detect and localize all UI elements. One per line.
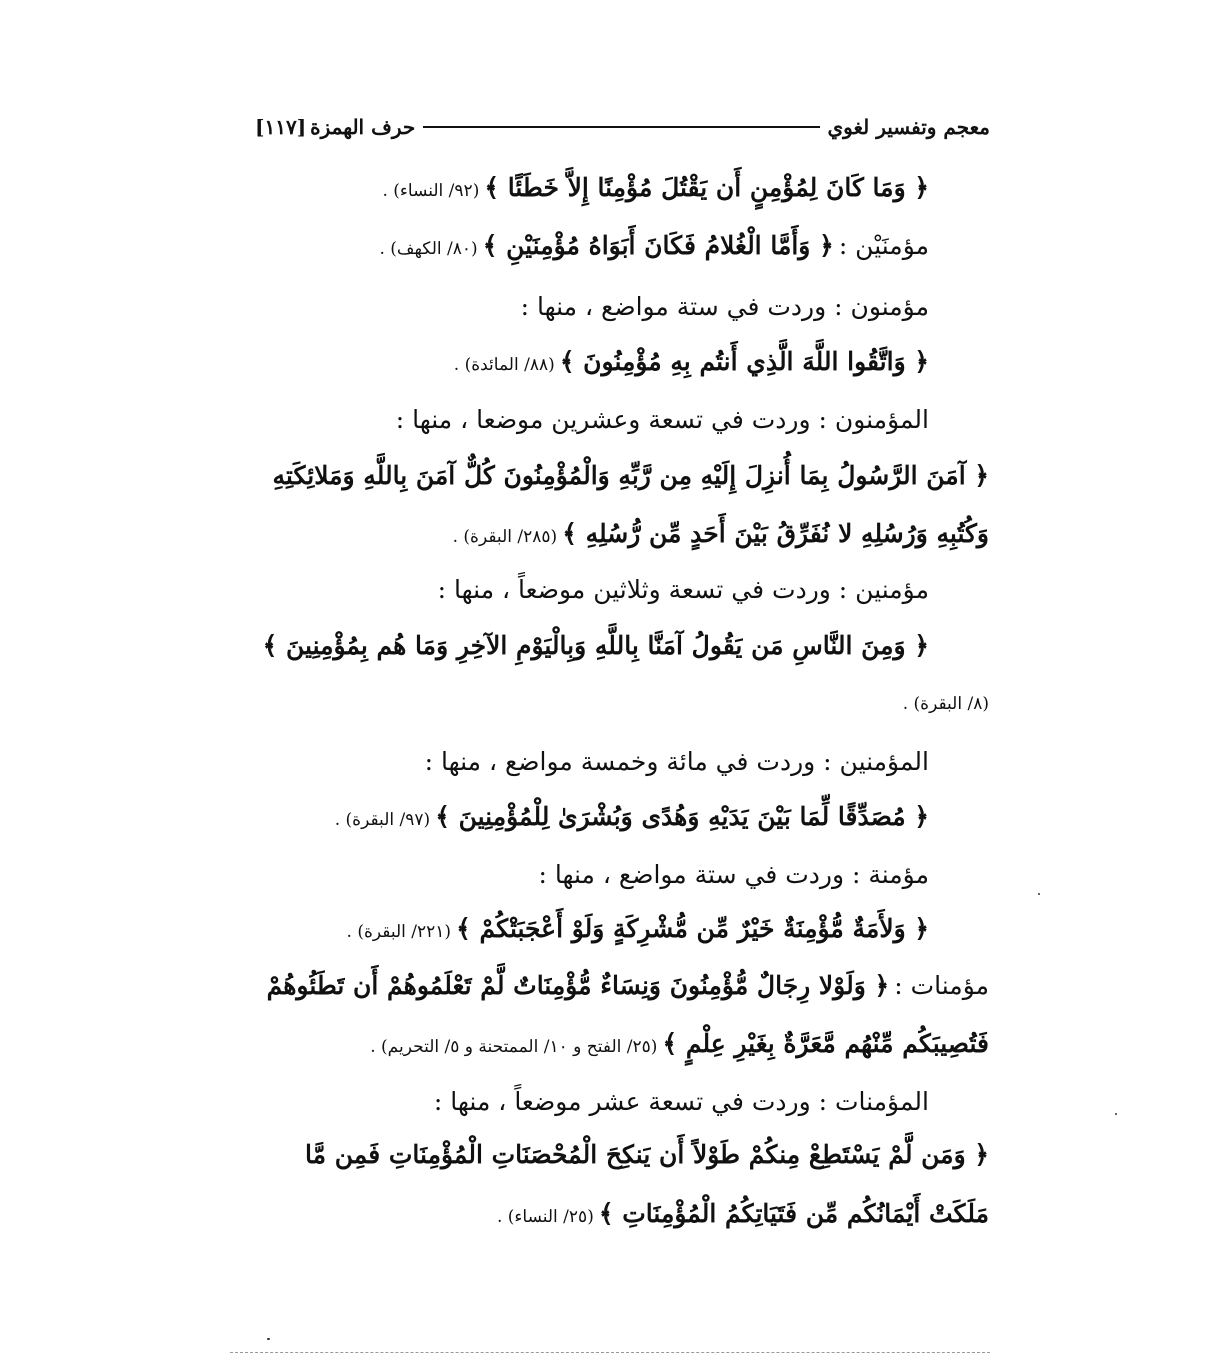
entry-line (453, 521, 989, 546)
quran-verse: وَكُتُبِهِ وَرُسُلِهِ لا نُفَرِّقُ بَيْنَ أَحَدٍ مِّن رُّسُلِهِ ﴾ (562, 519, 989, 548)
entry-term: مؤمنون : وردت في ستة مواضع ، منها : (520, 292, 929, 321)
quran-verse: ﴿ وَمَن لَّمْ يَسْتَطِعْ مِنكُمْ طَوْلاً أَن يَنكِحَ الْمُحْصَنَاتِ الْمُؤْمِنَاتِ فَمِن مَّا (305, 1140, 989, 1169)
verse-reference: (٩٧/ البقرة) . (334, 810, 431, 830)
quran-verse: ﴿ وَاتَّقُوا اللَّهَ الَّذِي أَنتُم بِهِ مُؤْمِنُونَ ﴾ (559, 347, 929, 376)
entry-line (539, 862, 930, 887)
entry-line (438, 577, 929, 602)
entry-line (335, 804, 929, 829)
scan-speck (1115, 1113, 1117, 1115)
entry-line (396, 407, 929, 432)
entry-term: المؤمنات : وردت في تسعة عشر موضعاً ، منها : (433, 1087, 929, 1116)
entry-line (521, 294, 929, 319)
entry-line (347, 916, 929, 941)
quran-verse: ﴿ وَلأَمَةٌ مُّؤْمِنَةٌ خَيْرٌ مِّن مُّشْرِكَةٍ وَلَوْ أَعْجَبَتْكُمْ ﴾ (456, 914, 929, 943)
header-rule (423, 126, 819, 128)
scan-speck (1038, 893, 1040, 895)
entry-line (382, 175, 929, 200)
entry-line (370, 1031, 989, 1056)
book-title: معجم وتفسير لغوي (827, 115, 990, 139)
quran-verse: ﴿ وَلَوْلا رِجَالٌ مُّؤْمِنُونَ وَنِسَاءٌ مُّؤْمِنَاتٌ لَّمْ تَعْلَمُوهُمْ أَن تَطَئُوهُمْ (266, 971, 890, 1000)
entry-term: المؤمنون : وردت في تسعة وعشرين موضعا ، منها : (395, 405, 929, 434)
verse-reference: (٨/ البقرة) . (902, 694, 989, 714)
verse-reference: (٢٨٥/ البقرة) . (452, 527, 558, 547)
scan-speck (267, 1338, 270, 1340)
entry-line (305, 1142, 989, 1167)
quran-verse: ﴿ آمَنَ الرَّسُولُ بِمَا أُنزِلَ إِلَيْهِ مِن رَّبِّهِ وَالْمُؤْمِنُونَ كُلٌّ آمَنَ بِاللَّهِ وَمَلائِكَتِهِ (272, 461, 989, 490)
verse-reference: (٩٢/ النساء) . (382, 181, 480, 201)
section-title: حرف الهمزة (310, 115, 416, 139)
entry-line (425, 749, 929, 774)
running-header (255, 112, 990, 142)
quran-verse: ﴿ وَمِنَ النَّاسِ مَن يَقُولُ آمَنَّا بِاللَّهِ وَبِالْيَوْمِ الآخِرِ وَمَا هُم بِمُؤْمِنِينَ ﴾ (262, 631, 929, 660)
page-number: [١١٧] (255, 115, 307, 139)
footer-scan-edge (230, 1352, 990, 1353)
quran-verse: ﴿ وَأَمَّا الْغُلامُ فَكَانَ أَبَوَاهُ مُؤْمِنَيْنِ ﴾ (482, 231, 834, 260)
entry-line (497, 1201, 989, 1226)
verse-reference: (٢٥/ النساء) . (496, 1207, 594, 1227)
quran-verse: ﴿ وَمَا كَانَ لِمُؤْمِنٍ أَن يَقْتُلَ مُؤْمِنًا إِلاَّ خَطَئًا ﴾ (484, 173, 929, 202)
quran-verse: فَتُصِيبَكُم مِّنْهُم مَّعَرَّةٌ بِغَيْرِ عِلْمٍ ﴾ (662, 1029, 989, 1058)
entry-line (263, 633, 929, 658)
verse-reference: (٨٨/ المائدة) . (453, 355, 555, 375)
verse-reference: (٨٠/ الكهف) . (379, 239, 478, 259)
entry-line (273, 463, 989, 488)
entry-term: مؤمنات : (894, 971, 989, 1000)
entry-line (434, 1089, 929, 1114)
verse-reference: (٢٢١/ البقرة) . (346, 922, 452, 942)
entry-term: مؤمنَيْن : (838, 231, 929, 260)
entry-line (903, 696, 989, 713)
quran-verse: ﴿ مُصَدِّقًا لِّمَا بَيْنَ يَدَيْهِ وَهُدًى وَبُشْرَىٰ لِلْمُؤْمِنِينَ ﴾ (435, 802, 929, 831)
entry-term: مؤمنين : وردت في تسعة وثلاثين موضعاً ، منها : (437, 575, 929, 604)
entry-line (379, 233, 929, 258)
verse-reference: (٢٥/ الفتح و ١٠/ الممتحنة و ٥/ التحريم) . (370, 1037, 658, 1057)
entry-line (267, 973, 989, 998)
entry-term: المؤمنين : وردت في مائة وخمسة مواضع ، منها : (424, 747, 929, 776)
quran-verse: مَلَكَتْ أَيْمَانُكُم مِّن فَتَيَاتِكُمُ الْمُؤْمِنَاتِ ﴾ (598, 1199, 989, 1228)
entry-term: مؤمنة : وردت في ستة مواضع ، منها : (538, 860, 929, 889)
entry-line (454, 349, 929, 374)
